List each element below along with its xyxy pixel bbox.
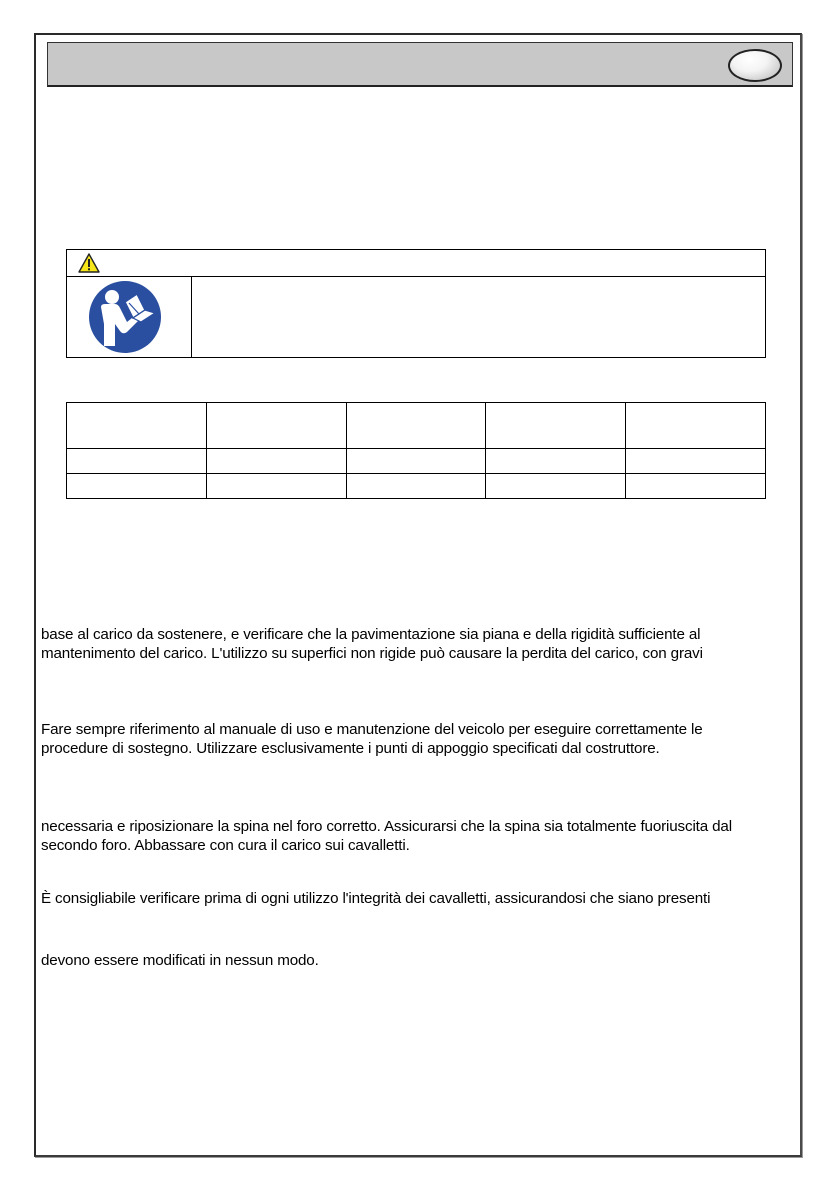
- paragraph-integrity-check: [41, 889, 801, 908]
- table-cell: [346, 474, 486, 499]
- paragraph-line: procedure di sostegno. Utilizzare esclusivamente i punti di appoggio specificati dal costruttore.: [41, 740, 660, 757]
- paragraph-vehicle-manual: [41, 720, 801, 758]
- paragraph-load-surface: [41, 625, 801, 663]
- table-header-cell: [346, 403, 486, 449]
- paragraph-pin-position: [41, 817, 801, 855]
- page-badge-icon: [728, 49, 782, 82]
- table-cell: [67, 474, 207, 499]
- table-cell: [486, 474, 626, 499]
- table-cell: [206, 474, 346, 499]
- section-title-bar: [47, 42, 793, 87]
- paragraph-no-modification: [41, 951, 801, 970]
- warning-text: [193, 277, 765, 357]
- table-cell: [486, 449, 626, 474]
- paragraph-line: Fare sempre riferimento al manuale di uso e manutenzione del veicolo per eseguire correttamente le: [41, 721, 703, 738]
- paragraph-line: necessaria e riposizionare la spina nel foro corretto. Assicurarsi che la spina sia totalmente fuoriuscita dal: [41, 818, 732, 835]
- table-cell: [626, 474, 766, 499]
- table-header-cell: [626, 403, 766, 449]
- table-row: [67, 474, 766, 499]
- table-header-cell: [206, 403, 346, 449]
- page-frame: [34, 33, 802, 1157]
- table-cell: [206, 449, 346, 474]
- paragraph-line: mantenimento del carico. L'utilizzo su superfici non rigide può causare la perdita del carico, con gravi: [41, 645, 703, 662]
- paragraph-line: devono essere modificati in nessun modo.: [41, 952, 319, 969]
- spec-table: [66, 402, 766, 499]
- table-header-cell: [67, 403, 207, 449]
- paragraph-line: È consigliabile verificare prima di ogni utilizzo l'integrità dei cavalletti, assicurandosi che siano presenti: [41, 890, 711, 907]
- read-manual-icon: [87, 280, 163, 354]
- table-cell: [626, 449, 766, 474]
- paragraph-line: secondo foro. Abbassare con cura il carico sui cavalletti.: [41, 837, 410, 854]
- table-cell: [346, 449, 486, 474]
- table-row: [67, 449, 766, 474]
- warning-icon-cell: [67, 277, 192, 357]
- warning-box: [66, 249, 766, 358]
- warning-header: [67, 250, 765, 277]
- table-header-cell: [486, 403, 626, 449]
- table-header-row: [67, 403, 766, 449]
- paragraph-line: base al carico da sostenere, e verificare che la pavimentazione sia piana e della rigidità sufficiente al: [41, 626, 701, 643]
- warning-triangle-icon: [78, 253, 100, 273]
- table-cell: [67, 449, 207, 474]
